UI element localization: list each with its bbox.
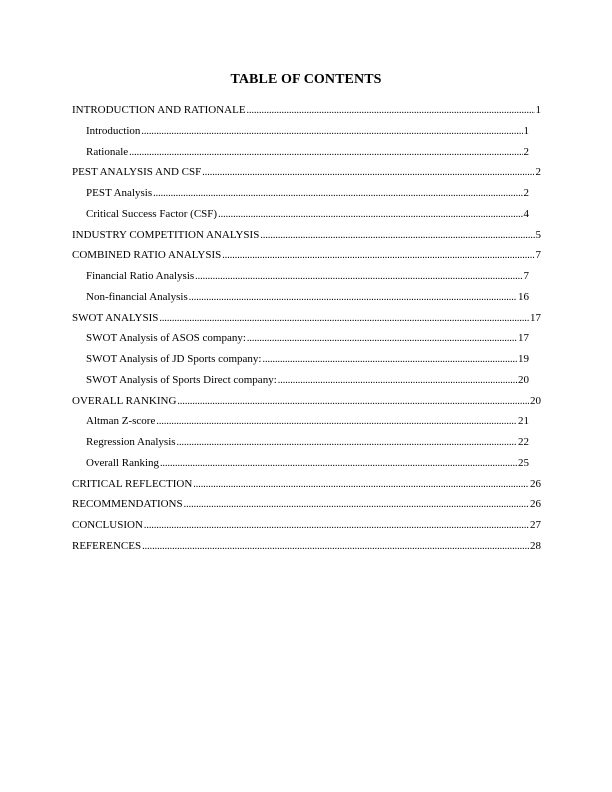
toc-entry-label: OVERALL RANKING	[72, 394, 177, 407]
toc-subsection-entry[interactable]	[72, 266, 541, 287]
toc-entry-label: PEST ANALYSIS AND CSF	[72, 166, 202, 179]
toc-page-number: 25	[518, 456, 529, 469]
toc-page-number: 22	[518, 436, 529, 448]
toc-entry-label: Rationale	[86, 145, 129, 158]
toc-dot-leader	[247, 329, 517, 350]
toc-page-number: 1	[535, 104, 541, 116]
toc-entry-label: Critical Success Factor (CSF)	[86, 207, 218, 220]
toc-entry-label: Non-financial Analysis	[86, 290, 188, 303]
toc-section-entry[interactable]	[72, 162, 541, 183]
toc-section-entry[interactable]	[72, 474, 541, 495]
toc-entry-label: Altman Z-score	[86, 415, 156, 428]
toc-entry-label: SWOT Analysis of Sports Direct company:	[86, 373, 277, 386]
toc-page-number: 2	[535, 166, 541, 179]
toc-dot-leader	[247, 101, 535, 122]
toc-page-number: 16	[518, 290, 529, 303]
toc-entry-label: Regression Analysis	[86, 436, 176, 448]
toc-section-entry[interactable]	[72, 100, 541, 121]
toc-subsection-entry[interactable]	[72, 121, 541, 142]
toc-page-number: 2	[523, 187, 529, 199]
toc-subsection-entry[interactable]	[72, 183, 541, 204]
toc-section-entry[interactable]	[72, 515, 541, 536]
toc-subsection-entry[interactable]	[72, 370, 541, 391]
toc-section-entry[interactable]	[72, 225, 541, 246]
toc-subsection-entry[interactable]	[72, 432, 541, 453]
toc-page-number: 28	[530, 539, 541, 552]
toc-entry-label: CRITICAL REFLECTION	[72, 477, 193, 490]
toc-page-number: 7	[523, 270, 529, 282]
toc-subsection-entry[interactable]	[72, 204, 541, 225]
toc-dot-leader	[141, 122, 522, 143]
toc-section-entry[interactable]	[72, 536, 541, 557]
toc-dot-leader	[160, 454, 517, 475]
toc-entry-label: Introduction	[86, 124, 141, 137]
toc-dot-leader	[260, 226, 534, 247]
toc-entry-label: REFERENCES	[72, 539, 142, 552]
toc-page-number: 19	[518, 353, 529, 365]
toc-section-entry[interactable]	[72, 391, 541, 412]
toc-dot-leader	[218, 205, 522, 226]
toc-dot-leader	[222, 246, 534, 267]
toc-page-number: 4	[523, 207, 529, 220]
toc-entry-label: INTRODUCTION AND RATIONALE	[72, 104, 246, 116]
toc-dot-leader	[144, 516, 529, 537]
toc-page-number: 20	[530, 394, 541, 407]
toc-page-number: 7	[535, 249, 541, 262]
toc-entry-label: SWOT Analysis of ASOS company:	[86, 332, 246, 345]
toc-dot-leader	[156, 412, 517, 433]
toc-page-number: 17	[518, 332, 529, 345]
toc-subsection-entry[interactable]	[72, 411, 541, 432]
toc-entry-label: PEST Analysis	[86, 187, 153, 199]
toc-entry-label: SWOT Analysis of JD Sports company:	[86, 353, 262, 365]
toc-page-number: 17	[530, 311, 541, 324]
toc-page-number: 26	[530, 498, 541, 511]
toc-dot-leader	[142, 537, 529, 558]
toc-page-number: 2	[523, 145, 529, 158]
toc-dot-leader	[177, 433, 517, 454]
toc-dot-leader	[202, 163, 534, 184]
toc-dot-leader	[177, 392, 529, 413]
toc-dot-leader	[263, 350, 518, 371]
toc-page-number: 26	[530, 477, 541, 490]
toc-dot-leader	[129, 143, 522, 164]
toc-dot-leader	[195, 267, 522, 288]
toc-section-entry[interactable]	[72, 494, 541, 515]
toc-subsection-entry[interactable]	[72, 349, 541, 370]
toc-entry-label: COMBINED RATIO ANALYSIS	[72, 249, 222, 262]
toc-entry-label: CONCLUSION	[72, 519, 143, 531]
toc-subsection-entry[interactable]	[72, 328, 541, 349]
toc-dot-leader	[193, 475, 529, 496]
page-title: TABLE OF CONTENTS	[230, 72, 382, 87]
toc-page-number: 27	[530, 519, 541, 531]
toc-entry-label: SWOT ANALYSIS	[72, 311, 159, 324]
toc-entry-label: RECOMMENDATIONS	[72, 498, 183, 511]
toc-page-number: 1	[523, 124, 529, 137]
table-of-contents	[72, 100, 541, 557]
toc-entry-label: Overall Ranking	[86, 456, 160, 469]
toc-page-number: 20	[518, 373, 529, 386]
toc-page-number: 5	[535, 228, 541, 241]
toc-entry-label: Financial Ratio Analysis	[86, 270, 195, 282]
toc-dot-leader	[184, 495, 529, 516]
toc-entry-label: INDUSTRY COMPETITION ANALYSIS	[72, 228, 260, 241]
toc-dot-leader	[159, 309, 529, 330]
toc-dot-leader	[189, 288, 517, 309]
toc-section-entry[interactable]	[72, 245, 541, 266]
toc-dot-leader	[153, 184, 522, 205]
toc-subsection-entry[interactable]	[72, 287, 541, 308]
toc-page-number: 21	[518, 415, 529, 428]
toc-subsection-entry[interactable]	[72, 142, 541, 163]
toc-dot-leader	[278, 371, 517, 392]
toc-subsection-entry[interactable]	[72, 453, 541, 474]
toc-section-entry[interactable]	[72, 308, 541, 329]
